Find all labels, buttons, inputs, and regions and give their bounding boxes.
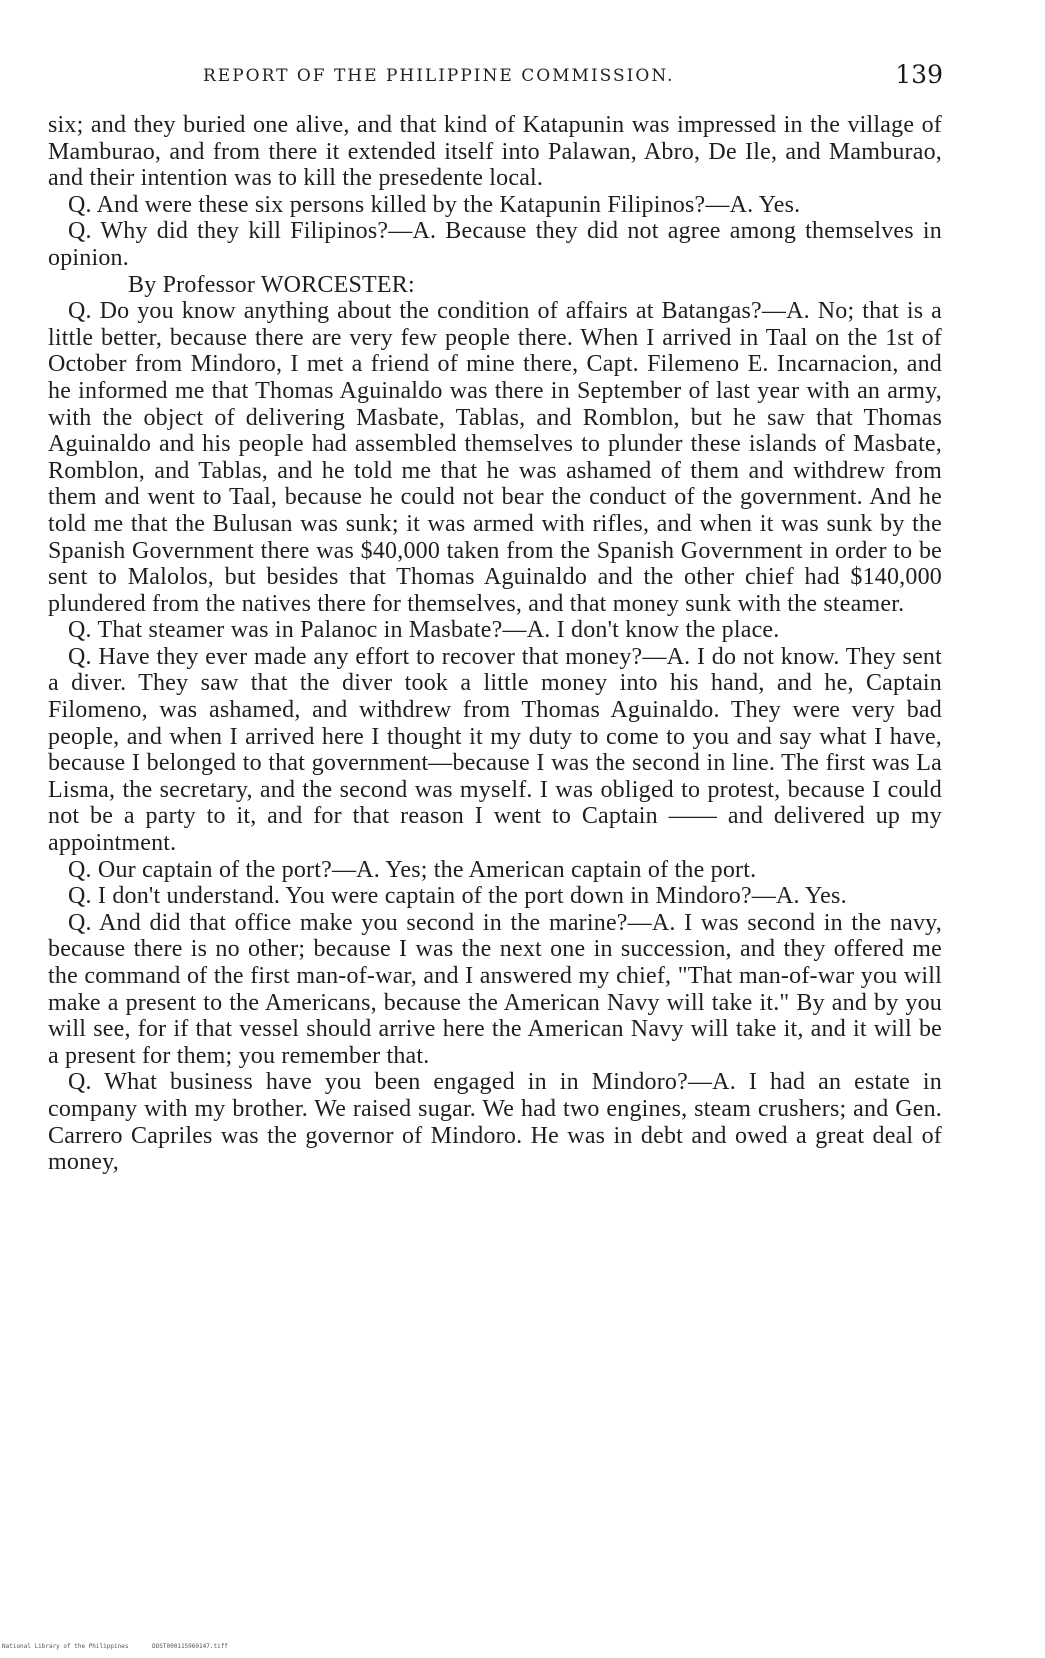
- body-text: [48, 112, 942, 1176]
- file-id: DOST000115960147.tiff: [152, 1643, 228, 1650]
- question-answer-paragraph: Q. Why did they kill Filipinos?—A. Because they did not agree among themselves in opinion.: [48, 218, 942, 271]
- question-answer-paragraph: Q. And were these six persons killed by the Katapunin Filipinos?—A. Yes.: [68, 191, 801, 218]
- running-head: [203, 60, 943, 96]
- paragraph-continuation: six; and they buried one alive, and that kind of Katapunin was impressed in the village of Mamburao, and from there it extended itself into Palawan, Abro, De Ile, and Mamburao, and their intention was to kill the presedente local.: [48, 112, 942, 192]
- question-answer-paragraph: Q. I don't understand. You were captain of the port down in Mindoro?—A. Yes.: [68, 883, 847, 910]
- question-answer-paragraph: Q. What business have you been engaged in in Mindoro?—A. I had an estate in company with my brother. We raised sugar. We had two engines, steam crushers; and Gen. Carrero Capriles was the governor of Mindoro. He was in debt and owed a great deal of money,: [48, 1069, 942, 1176]
- page-number: 139: [895, 60, 943, 89]
- running-title: REPORT OF THE PHILIPPINE COMMISSION.: [203, 66, 675, 86]
- examiner-heading: By Professor WORCESTER:: [128, 271, 415, 298]
- question-answer-paragraph: Q. And did that office make you second in the marine?—A. I was second in the navy, because there is no other; because I was the next one in succession, and they offered me the command of the first man-of-war, and I answered my chief, "That man-of-war you will make a present to the Americans, because the American Navy will take it." By and by you will see, for if that vessel should arrive here the American Navy will take it, and it will be a present for them; you remember that.: [48, 909, 942, 1069]
- question-answer-paragraph: Q. Do you know anything about the condition of affairs at Batangas?—A. No; that is a little better, because there are very few people there. When I arrived in Taal on the 1st of October from Mindoro, I met a friend of mine there, Capt. Filemeno E. Incarnacion, and he informed me that Thomas Aguinaldo was there in September of last year with an army, with the object of delivering Masbate, Tablas, and Romblon, but he saw that Thomas Aguinaldo and his people had assembled themselves to plunder these islands of Masbate, Romblon, and Tablas, and he told me that he was ashamed of them and withdrew from them and went to Taal, because he could not bear the conduct of the government. And he told me that the Bulusan was sunk; it was armed with rifles, and when it was sunk by the Spanish Government there was $40,000 taken from the Spanish Government in order to be sent to Malolos, but besides that Thomas Aguinaldo and the other chief had $140,000 plundered from the natives there for themselves, and that money sunk with the steamer.: [48, 298, 942, 617]
- library-credit: National Library of the Philippines: [2, 1643, 129, 1650]
- question-answer-paragraph: Q. Our captain of the port?—A. Yes; the American captain of the port.: [68, 856, 757, 883]
- scan-footer: [2, 1643, 248, 1650]
- question-answer-paragraph: Q. Have they ever made any effort to recover that money?—A. I do not know. They sent a diver. They saw that the diver took a little money into his hand, and he, Captain Filomeno, was ashamed, and withdrew from Thomas Aguinaldo. They were very bad people, and when I arrived here I thought it my duty to come to you and say what I have, because I belonged to that government—because I was the second in line. The first was La Lisma, the secretary, and the second was myself. I was obliged to protest, because I could not be a party to it, and for that reason I went to Captain —— and delivered up my appointment.: [48, 643, 942, 857]
- question-answer-paragraph: Q. That steamer was in Palanoc in Masbate?—A. I don't know the place.: [68, 617, 780, 644]
